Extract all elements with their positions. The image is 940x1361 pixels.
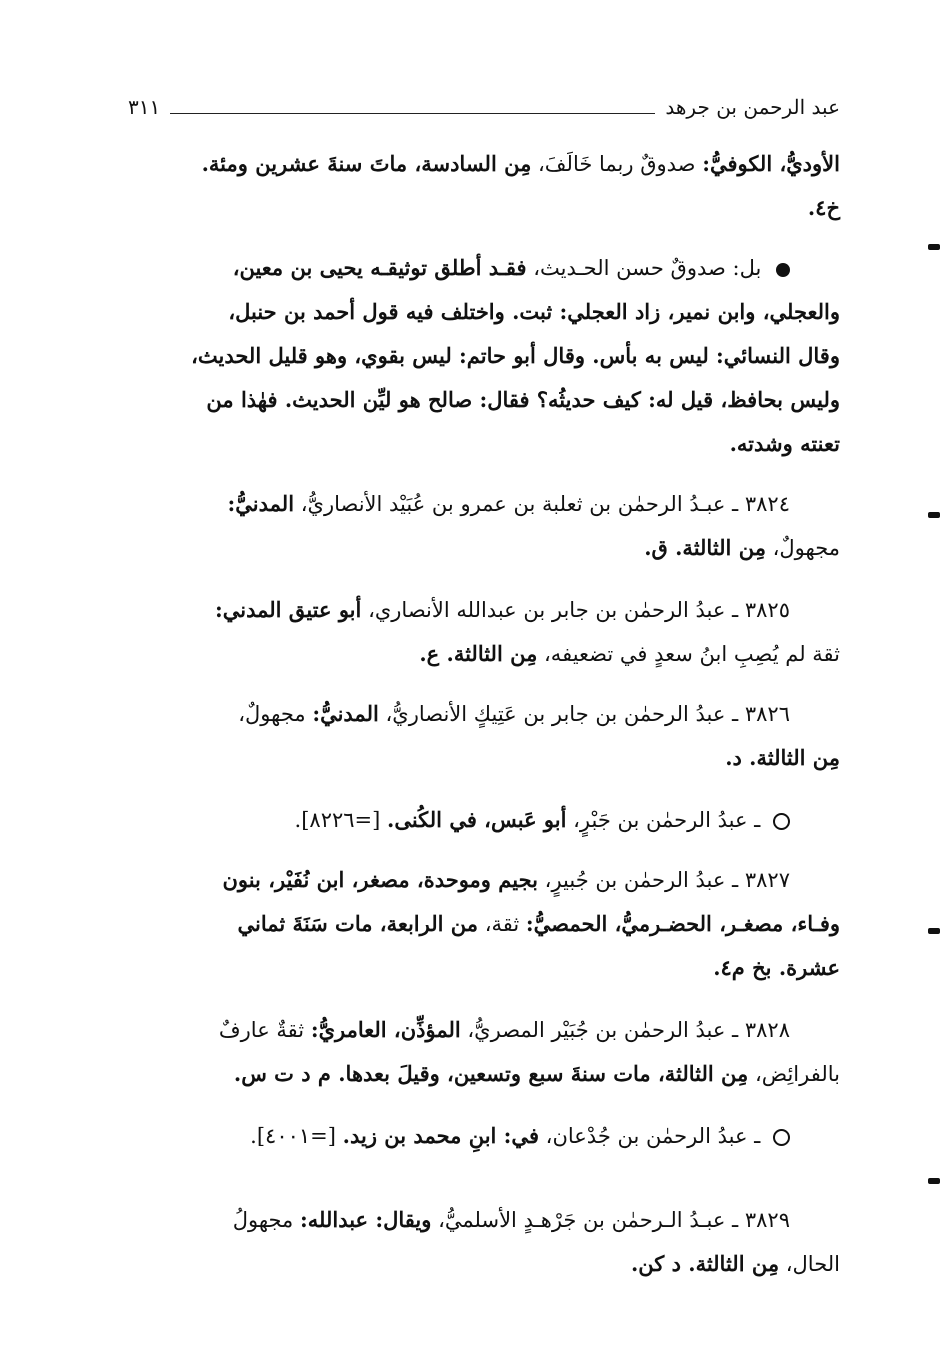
entry-text: من الرابعة، مات سَنَةَ ثماني (237, 911, 479, 936)
entry-text: ثقة لم يُصِبِ ابنُ سعدٍ في تضعيفه، (544, 642, 840, 666)
note-text: تعنته وشدته. (729, 431, 840, 456)
entry-sigla: عشرة. بخ م٤. (713, 955, 840, 980)
entry-continuation (132, 142, 840, 230)
entry-text: الحال، (785, 1252, 840, 1276)
note-text: فقـد أطلق توثيقـه يحيى بن معين، (232, 255, 527, 280)
entry-text: ٣٨٢٨ ـ عبدُ الرحمٰن بن جُبَيْر المصريُّ، (467, 1018, 790, 1042)
cross-reference-1 (132, 798, 840, 842)
entry-text: بجيم وموحدة، مصغر، ابن نُفَيْر، بنون (222, 867, 538, 892)
entry-text: الأوديُّ، الكوفيُّ: (702, 151, 840, 176)
bullet-icon (776, 263, 790, 277)
circle-icon (773, 813, 790, 830)
entry-3829 (132, 1198, 840, 1286)
entry-text: ثقةٌ عارفٌ (218, 1018, 305, 1042)
running-head-title: عبد الرحمن بن جرهد (665, 95, 840, 119)
note-text: بل: صدوقٌ حسن الحـديث، (533, 256, 762, 280)
entry-text: صدوقٌ ربما خَالَفَ، (538, 152, 696, 176)
reference-text: أبو عَبس، في الكُنى. (387, 807, 567, 832)
running-head-rule (170, 113, 655, 114)
note-text: وليس بحافظ، قيل له: كيف حديثُه؟ فقال: صالح هو ليِّن الحديث. فهٰذا من (206, 387, 840, 412)
entry-text: مِن الثالثة، مات سنةَ سبع وتسعين، وقيلَ بعدها. م د ت س. (233, 1061, 749, 1086)
entry-text: وفـاء، مصغـر، الحضـرميُّ، الحمصيُّ: (525, 911, 840, 936)
entry-text: المدنيُّ: (227, 491, 295, 516)
entry-text: مِن الثالثة. ع. (419, 641, 538, 666)
entry-3828 (132, 1008, 840, 1096)
scan-edge-mark (928, 244, 940, 250)
editor-note (132, 246, 840, 466)
entry-3825 (132, 588, 840, 676)
circle-icon (773, 1129, 790, 1146)
entry-text: ٣٨٢٥ ـ عبدُ الرحمٰن بن جابر بن عبدالله الأنصاري، (368, 598, 790, 622)
reference-text: في: ابنِ محمد بن زيد. (342, 1123, 539, 1148)
entry-text: مِن السادسة، ماتَ سنةَ عشرين ومئة. (201, 151, 532, 176)
entry-text: ويقال: عبدالله: (300, 1207, 432, 1232)
entry-3827 (132, 858, 840, 990)
scan-edge-mark (928, 928, 940, 934)
entry-text: مجهولٌ، (772, 536, 840, 560)
reference-text: ـ عبدُ الرحمٰن بن جُدْعان، (545, 1124, 761, 1148)
entry-text: ٣٨٢٦ ـ عبدُ الرحمٰن بن جابر بن عَتِيكٍ الأنصاريُّ، (385, 702, 790, 726)
entry-text: ٣٨٢٤ ـ عبـدُ الرحمٰن بن ثعلبة بن عمرو بن عُبَيْد الأنصاريُّ، (300, 492, 790, 516)
scan-edge-mark (928, 1178, 940, 1184)
page-number: ٣١١ (128, 95, 161, 119)
entry-text: مِن الثالثة. د. (725, 745, 840, 770)
entry-text: المدنيُّ: (312, 701, 379, 726)
entry-text: ٣٨٢٩ ـ عبـدُ الـرحمٰن بن جَرْهـدٍ الأسلميُّ، (438, 1208, 790, 1232)
entry-text: مجهولُ (232, 1208, 294, 1232)
running-head (128, 92, 840, 122)
entry-3824 (132, 482, 840, 570)
reference-number: [=٤٠٠١]. (250, 1124, 336, 1148)
entry-text: مجهولٌ، (238, 702, 306, 726)
entry-text: مِن الثالثة. ق. (644, 535, 766, 560)
entry-text: مِن الثالثة. د كن. (630, 1251, 780, 1276)
reference-text: ـ عبدُ الرحمٰن بن جَبْرٍ، (573, 808, 761, 832)
entry-text: أبو عتيق المدني: (215, 597, 362, 622)
entry-text: ثقة، (484, 912, 520, 936)
entry-sigla: خ٤. (807, 195, 840, 220)
cross-reference-2 (132, 1114, 840, 1158)
note-text: والعجلي، وابن نمير، زاد العجلي: ثبت. واختلف فيه قول أحمد بن حنبل، (228, 299, 840, 324)
entry-text: المؤذِّن، العامريُّ: (310, 1017, 461, 1042)
scan-edge-mark (928, 512, 940, 518)
reference-number: [=٨٢٢٦]. (294, 808, 381, 832)
entry-text: بالفرائِض، (754, 1062, 840, 1086)
entry-text: ٣٨٢٧ ـ عبدُ الرحمٰن بن جُبيرٍ، (544, 868, 790, 892)
entry-3826 (132, 692, 840, 780)
note-text: وقال النسائي: ليس به بأس. وقال أبو حاتم: ليس بقوي، وهو قليل الحديث، (191, 343, 840, 368)
